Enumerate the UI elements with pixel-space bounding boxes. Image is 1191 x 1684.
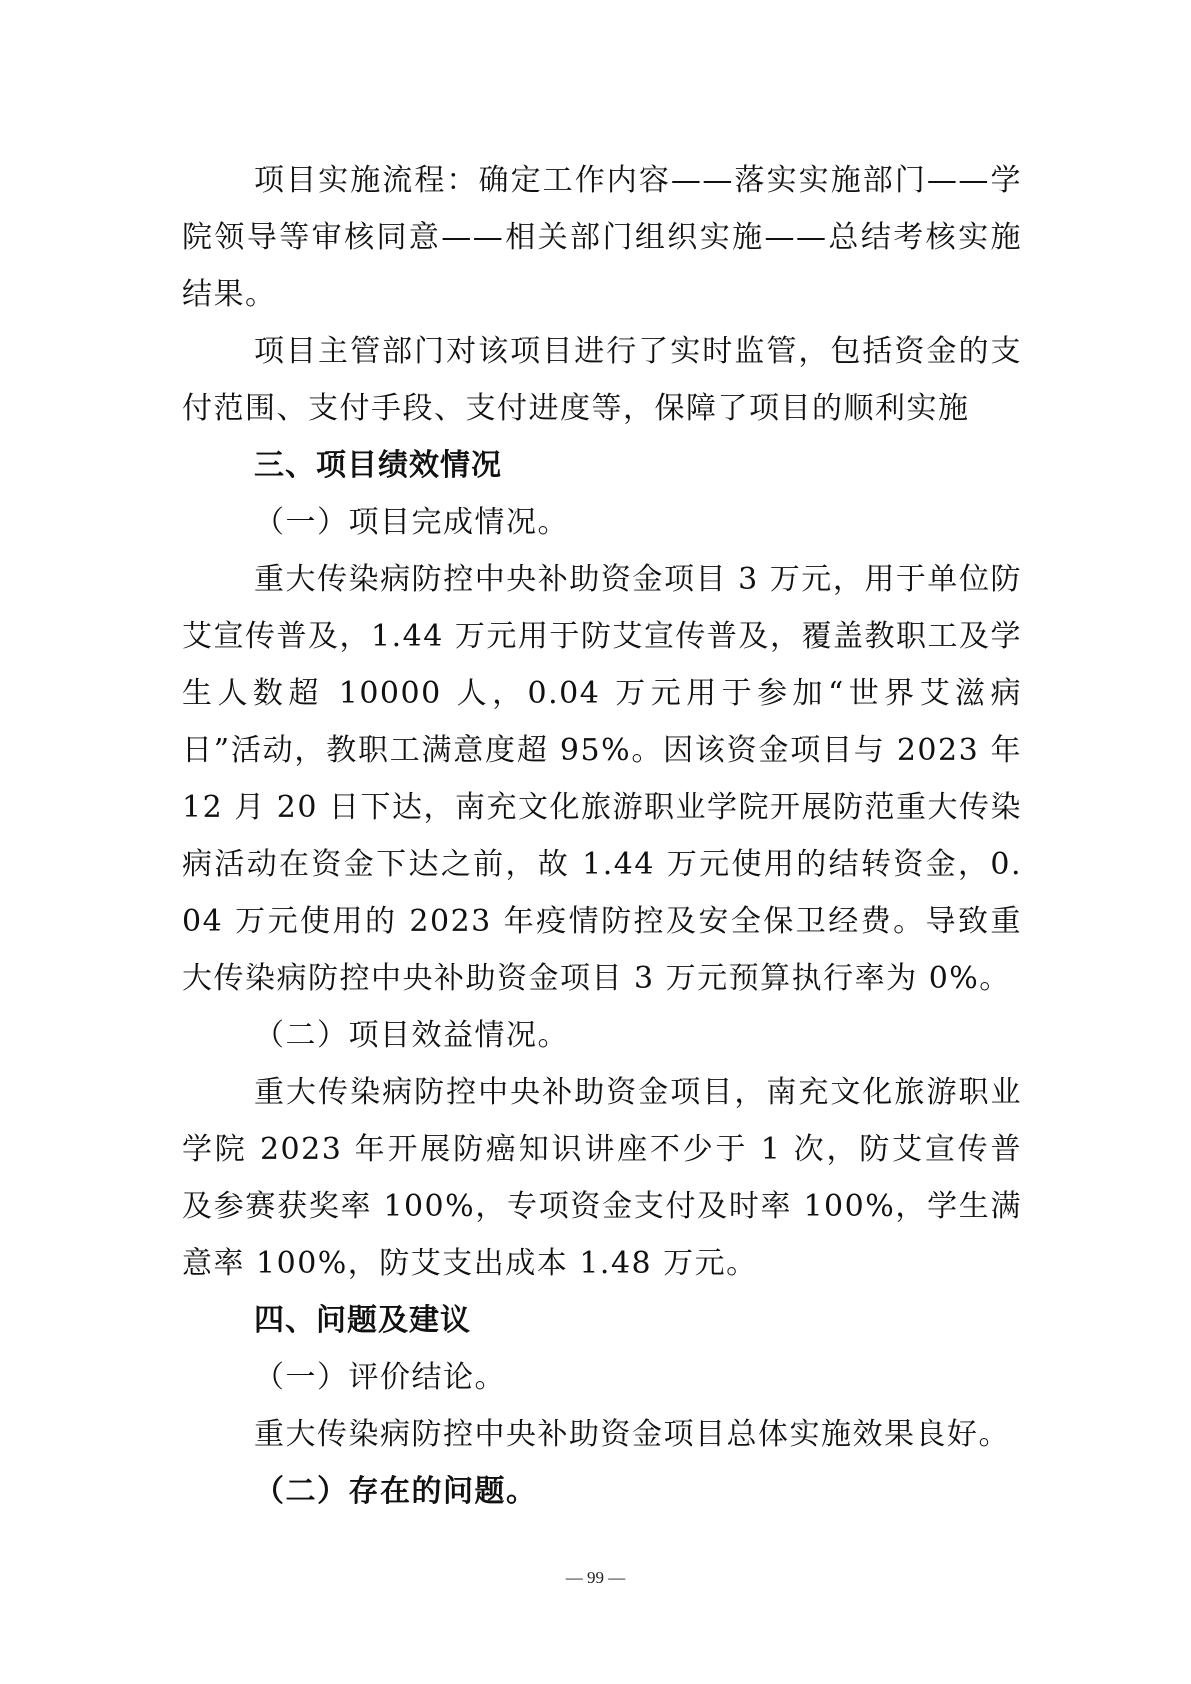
paragraph-conclusion: 重大传染病防控中央补助资金项目总体实施效果良好。 (254, 1417, 1010, 1452)
paragraph-completion-detail: 重大传染病防控中央补助资金项目 3 万元，用于单位防艾宣传普及，1.44 万元用于防艾宣传普及，覆盖教职工及学生人数超 10000 人，0.04 万元用于参加“世界艾滋病日”活动，教职工满意度超 95%。因该资金项目与 2023 年 12 月 20 日下达，南充文化旅游职业学院开展防范重大传染病活动在资金下达之前，故 1.44 万元使用的结转资金，0.04 万元使用的 2023 年疫情防控及安全保卫经费。导致重大传染病防控中央补助资金项目 3 万元预算执行率为 0%。 (182, 562, 1022, 996)
paragraph-benefits-detail: 重大传染病防控中央补助资金项目，南充文化旅游职业学院 2023 年开展防癌知识讲座不少于 1 次，防艾宣传普及参赛获奖率 100%，专项资金支付及时率 100%，学生满意率 100%，防艾支出成本 1.48 万元。 (182, 1075, 1022, 1281)
paragraph-implementation-process: 项目实施流程：确定工作内容——落实实施部门——学院领导等审核同意——相关部门组织实施——总结考核实施结果。 (182, 163, 1022, 312)
subheading-problems: （二）存在的问题。 (254, 1474, 538, 1509)
subheading-benefits: （二）项目效益情况。 (254, 1018, 569, 1053)
page-number: — 99 — (565, 1568, 626, 1587)
subheading-completion: （一）项目完成情况。 (254, 505, 569, 540)
paragraph-supervision: 项目主管部门对该项目进行了实时监管，包括资金的支付范围、支付手段、支付进度等，保障了项目的顺利实施 (182, 334, 1022, 426)
document-body (182, 152, 1022, 1520)
subheading-conclusion: （一）评价结论。 (254, 1360, 506, 1395)
section-heading-performance: 三、项目绩效情况 (254, 448, 502, 483)
section-heading-issues: 四、问题及建议 (254, 1303, 471, 1338)
